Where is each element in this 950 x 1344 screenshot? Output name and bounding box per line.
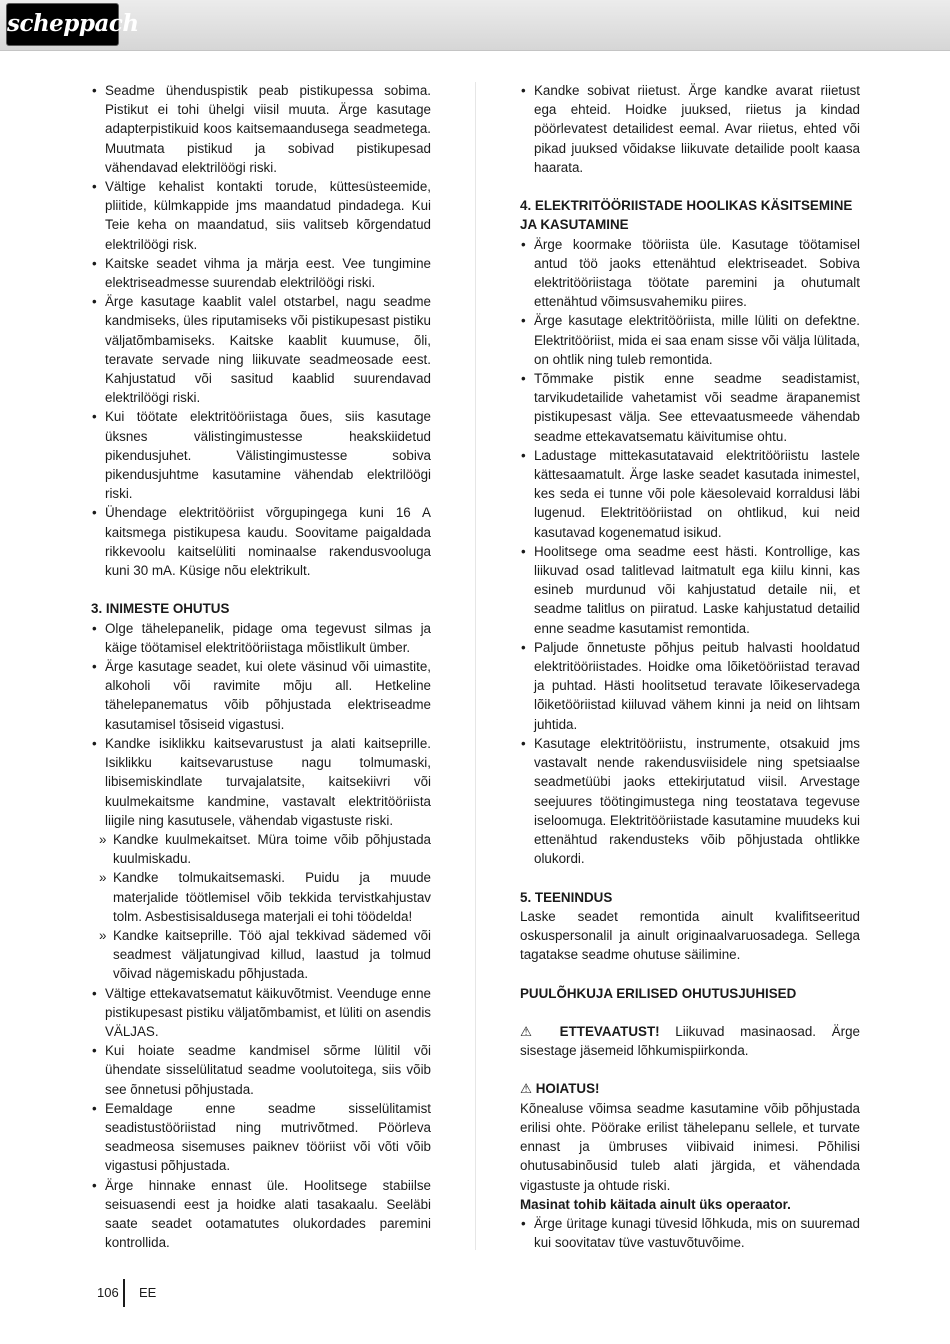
list-item: • Ärge hinnake ennast üle. Hoolitsege stabiilse seisuasendi eest ja hoidke alati tasakaalu. Seeläbi saate seadet ootamatutes olukordades paremini kontrollida. xyxy=(91,1176,431,1253)
list-item: • Ärge kasutage elektritööriista, mille lüliti on defektne. Elektritööriist, mida ei saa enam sisse või välja lülitada, on ohtlik ning tuleb remontida. xyxy=(520,311,860,369)
sub-list-item: » Kandke tolmukaitsemaski. Puidu ja muude materjalide töötlemisel võib tekkida tervistkahjustav tolm. Asbestisisaldusega materjali ei tohi töödelda! xyxy=(91,868,431,926)
language-code: EE xyxy=(139,1285,157,1300)
warning-triangle-icon: ⚠ xyxy=(520,1023,544,1039)
list-item: • Eemaldage enne seadme sisselülitamist seadistustööriistad ning mutrivõtmed. Pöörleva seadmeosa sisemuses paiknev tööriist või võti võib vigastusi põhjustada. xyxy=(91,1099,431,1176)
list-item: • Kui töötate elektritööriistaga õues, siis kasutage üksnes välistingimustesse heakskiidetud pikendusjuhet. Välistingimustesse sobiva pikendusjuhtme kasutamine vähendab elektrilöögi riski. xyxy=(91,407,431,503)
section-heading-4: 4. ELEKTRITÖÖRIISTADE HOOLIKAS KÄSITSEMINE JA KASUTAMINE xyxy=(520,198,853,233)
list-item: • Kui hoiate seadme kandmisel sõrme lülitil või ühendate sisselülitatud seadme voolutoitega, siis võib see õnnetusi põhjustada. xyxy=(91,1041,431,1099)
list-item: • Tõmmake pistik enne seadme seadistamist, tarvikudetailide vahetamist või seadme ärapanemist pistikupesast välja. See ettevaatusmeede vähendab seadme ettekavatsematu käivitumise ohtu. xyxy=(520,369,860,446)
service-paragraph: Laske seadet remontida ainult kvalifitseeritud oskuspersonalil ja ainult originaalvaruosadega. Sellega tagatakse seadme ohutuse säilimine. xyxy=(520,908,860,963)
column-divider xyxy=(475,82,476,1250)
list-item: • Paljude õnnetuste põhjus peitub halvasti hooldatud elektritööriistades. Hoidke oma lõiketööriistad teravad ja puhtad. Hästi hoolitsetud teravate lõikeservadega lõiketööriistad kiiluvad vähem kinni ja neid on lihtsam juhtida. xyxy=(520,638,860,734)
list-item: • Ärge koormake tööriista üle. Kasutage töötamisel antud töö jaoks ettenähtud elektriseadet. Sobiva elektritööriistaga töötate paremini ja ohutumalt ettenähtud võimsusvahemiku piires. xyxy=(520,235,860,312)
section-heading-5: 5. TEENINDUS xyxy=(520,889,613,905)
list-item: • Olge tähelepanelik, pidage oma tegevust silmas ja käige töötamisel elektritööriistaga mõistlikult ümber. xyxy=(91,619,431,657)
right-column xyxy=(520,81,860,1252)
warning-triangle-icon: ⚠ xyxy=(520,1081,533,1097)
list-item: • Ärge kasutage seadet, kui olete väsinud või uimastite, alkoholi või ravimite mõju all. Hetkeline tähelepanematus võib põhjustada elektriseadme kasutamisel tõsiseid vigastusi. xyxy=(91,657,431,734)
list-item: • Vältige kehalist kontakti torude, küttesüsteemide, pliitide, külmkappide jms maandatud pindadega. Kui Teie keha on maandatud, siis valitseb kõrgendatud elektrilöögi risk. xyxy=(91,177,431,254)
list-item: • Seadme ühenduspistik peab pistikupessa sobima. Pistikut ei tohi ühelgi viisil muuta. Ärge kasutage adapterpistikuid koos kaitsemaandusega seadmetega. Muutmata pistikud ja sobivad pistikupesad vähendavad elektrilöögi riski. xyxy=(91,81,431,177)
sub-list-item: » Kandke kuulmekaitset. Müra toime võib põhjustada kuulmiskadu. xyxy=(91,830,431,868)
list-item: • Kasutage elektritööriistu, instrumente, otsakuid jms vastavalt nende rakendusviisidele ning spetsiaalse seadmetüübi jaoks ettekirjutatud viisil. Arvestage seejuures töötingimustega ning teostatava tegevuse iseloomuga. Elektritööriistade kasutamine muudeks kui ettenähtud rakendusteks võib põhjustada ohtlikke olukordi. xyxy=(520,734,860,868)
warning-label: HOIATUS! xyxy=(535,1081,600,1097)
list-item: • Vältige ettekavatsematut käikuvõtmist. Veenduge enne pistikupesast pistiku väljatõmbamist, et lüliti on asendis VÄLJAS. xyxy=(91,984,431,1042)
list-item: • Kandke sobivat riietust. Ärge kandke avarat riietust ega ehteid. Hoidke juuksed, riietus ja kindad pöörlevatest detailidest eemal. Avar riietus, ehted või pikad juuksed võidakse liikuvate detailide poolt kaasa haarata. xyxy=(520,81,860,177)
sub-list-item: » Kandke kaitseprille. Töö ajal tekkivad sädemed või seadmest väljatungivad killud, laastud ja tolmud võivad nägemiskadu põhjustada. xyxy=(91,926,431,984)
warning-heading xyxy=(520,1079,860,1098)
left-column xyxy=(91,81,431,1252)
scheppach-logo xyxy=(6,3,139,46)
caution-paragraph xyxy=(520,1022,860,1060)
header-band xyxy=(0,0,950,51)
special-safety-heading: PUULÕHKUJA ERILISED OHUTUSJUHISED xyxy=(520,985,797,1001)
list-item: • Ühendage elektritööriist võrgupingega kuni 16 A kaitsmega pistikupesa kaudu. Soovitame paigaldada rikkevoolu kaitselüliti nominaalse rakendusvooluga kuni 30 mA. Küsige nõu elektrikult. xyxy=(91,503,431,580)
caution-label: ETTEVAATUST! xyxy=(559,1023,660,1039)
logo-text: scheppach xyxy=(7,10,139,37)
page-number: 106 xyxy=(97,1285,119,1300)
list-item: • Ladustage mittekasutatavaid elektritööriistu lastele kättesaamatult. Ärge laske seadet kasutada inimestel, kes seda ei tunne või pole käesolevaid korraldusi läbi lugenud. Elektritööriistad on ohtlikud, kui neid kasutavad kogenematud isikud. xyxy=(520,446,860,542)
operator-note: Masinat tohib käitada ainult üks operaator. xyxy=(520,1196,791,1212)
caution-text: Liikuvad masinaosad. Ärge sisestage jäsemeid lõhkumispiirkonda. xyxy=(520,1023,860,1059)
footer-divider xyxy=(123,1279,125,1307)
list-item: • Kaitske seadet vihma ja märja eest. Vee tungimine elektriseadmesse suurendab elektrilöögi riski. xyxy=(91,254,431,292)
list-item: • Ärge kasutage kaablit valel otstarbel, nagu seadme kandmiseks, üles riputamiseks või pistikupesast pistiku väljatõmbamiseks. Kaitske kaablit kuumuse, õli, teravate servade ning liikuvate seadmeosade eest. Kahjustatud või sasitud kaablid suurendavad elektrilöögi riski. xyxy=(91,292,431,407)
list-item: • Hoolitsege oma seadme eest hästi. Kontrollige, kas liikuvad osad talitlevad laitmatult ega kiilu kinni, kas esineb murdunud või kahjustatud detaile nii, et seadme talitlus on piiratud. Laske kahjustatud detailid enne seadme kasutamist remontida. xyxy=(520,542,860,638)
list-item: • Kandke isiklikku kaitsevarustust ja alati kaitseprille. Isiklikku kaitsevarustuse nagu tolmumaski, libisemiskindlate turvajalatsite, kaitsekiivri või kuulmekaitsme kandmine, vastavalt elektritööriista liigile ning kasutusele, vähendab vigastuste riski. xyxy=(91,734,431,830)
warning-paragraph: Kõnealuse võimsa seadme kasutamine võib põhjustada erilisi ohte. Pöörake erilist tähelepanu sellele, et turvate ennast ja ümbruses viibivaid inimesi. Põhilisi ohutusabinõusid tuleb alati järgida, et vähendada vigastuste ja ohtude riski. xyxy=(520,1100,860,1193)
list-item: • Ärge üritage kunagi tüvesid lõhkuda, mis on suuremad kui soovitatav tüve vastuvõtuvõime. xyxy=(520,1214,860,1252)
section-heading-3: 3. INIMESTE OHUTUS xyxy=(91,601,230,617)
